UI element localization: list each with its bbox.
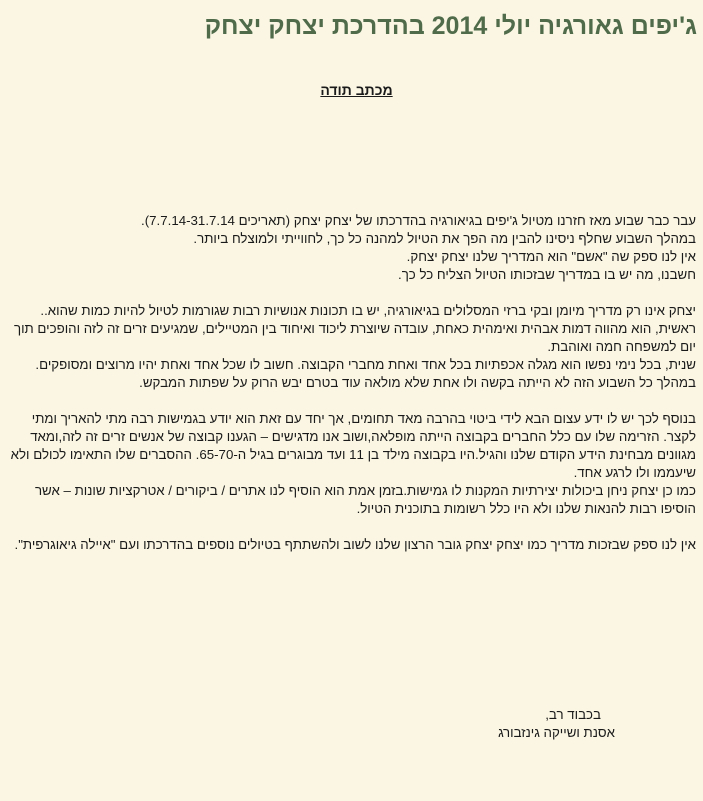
body-line: יצחק אינו רק מדריך מיומן ובקי ברזי המסלולים בגיאורגיה, יש בו תכונות אנושיות רבות שגורמות לטיול להיות כמות שהוא.. (40, 303, 696, 318)
body-line: שנית, בכל נימי נפשו הוא מגלה אכפתיות בכל אחד ואחת מחברי הקבוצה. חשוב לו שכל אחד ואחת יהיו מרוצים ומסופקים. במהלך כל השבוע הזה לא הייתה בקשה ולו אחת שלא מולאה עוד בטרם יבש הרוק על שפתות המבקש. (35, 357, 696, 390)
letter-body (6, 212, 696, 572)
paragraph-conclusion (6, 536, 696, 554)
signer-names: אסנת ושייקה גינזבורג (498, 725, 615, 740)
body-line: במהלך השבוע שחלף ניסינו להבין מה הפך את הטיול למהנה כל כך, לחווייתי ולמוצלח ביותר. (193, 231, 696, 246)
body-line: בנוסף לכך יש לו ידע עצום הבא לידי ביטוי בהרבה מאד תחומים, אך יחד עם זאת הוא יודע בגמישות רבה מתי להאריך ומתי לקצר. הזרימה שלו עם כלל החברים בקבוצה הייתה מופלאה,ושוב אנו מדגישים – הגענו קבוצה של אנשים זרים זה לזה,ומאד מגוונים מבחינת הידע הקודם שלנו והגיל.היו בקבוצה מילד בן 11 ועד מבוגרים בגיל ה-65-70. ההסברים שלו התאימו לכולם ולא שיעממו ולו לרגע אחד. (10, 411, 696, 480)
closing-greeting: בכבוד רב, (545, 707, 601, 722)
paragraph-intro (6, 212, 696, 284)
letter-subtitle (0, 82, 703, 98)
paragraph-qualities (6, 302, 696, 392)
body-line: עבר כבר שבוע מאז חזרנו מטיול ג'יפים בגיאורגיה בהדרכתו של יצחק יצחק (תאריכים 7.7.14-31.7.14). (141, 213, 696, 228)
page-title: ג'יפים גאורגיה יולי 2014 בהדרכת יצחק יצחק (204, 12, 697, 40)
body-line: חשבנו, מה יש בו במדריך שבזכותו הטיול הצליח כל כך. (398, 267, 696, 282)
body-line: ראשית, הוא מהווה דמות אבהית ואימהית כאחת, עובדה שיוצרת ליכוד ואיחוד בין המטיילים, שמגיעים זרים זה לזה והופכים תוך יום למשפחה חמה ואוהבת. (13, 321, 696, 354)
body-line: כמו כן יצחק ניחן ביכולות יצירתיות המקנות לו גמישות.בזמן אמת הוא הוסיף לנו אתרים / ביקורים / אטרקציות שונות – אשר הוסיפו רבות להנאות שלנו ולא היו כלל רשומות בתוכנית הטיול. (34, 483, 696, 516)
body-line: אין לנו ספק שבזכות מדריך כמו יצחק יצחק גובר הרצון שלנו לשוב ולהשתתף בטיולים נוספים בהדרכתו ועם "איילה גיאוגרפית". (14, 537, 696, 552)
paragraph-knowledge (6, 410, 696, 518)
letter-signature (0, 706, 703, 742)
subtitle-text: מכתב תודה (320, 82, 393, 98)
body-line: אין לנו ספק שה "אשם" הוא המדריך שלנו יצחק יצחק. (406, 249, 696, 264)
